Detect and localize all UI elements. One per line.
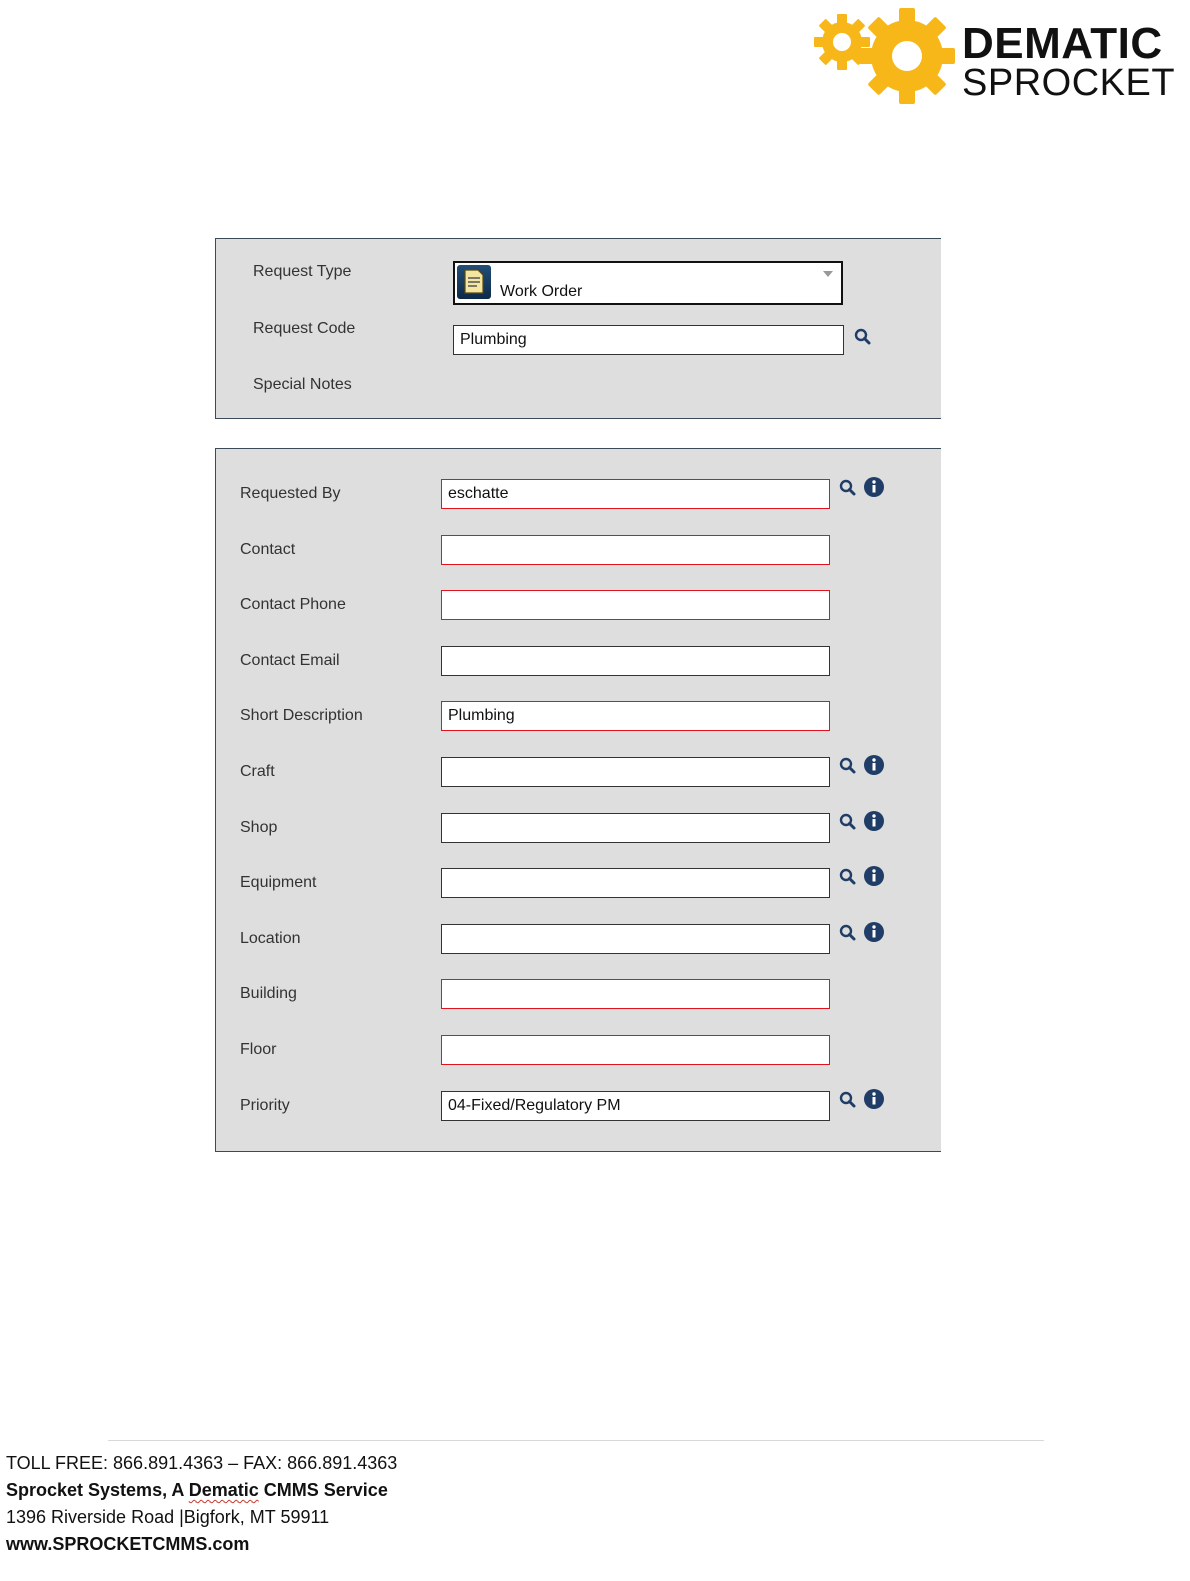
- logo-text-line1: DEMATIC: [962, 19, 1163, 68]
- footer: [6, 1450, 397, 1558]
- gears-icon: [812, 8, 962, 104]
- search-icon[interactable]: [853, 327, 873, 347]
- contact-email-input[interactable]: [441, 646, 830, 676]
- requested-by-label: Requested By: [240, 485, 341, 502]
- requested-by-input[interactable]: eschatte: [441, 479, 830, 509]
- request-code-label: Request Code: [253, 320, 356, 337]
- footer-company-prefix: Sprocket Systems, A: [6, 1480, 189, 1500]
- request-type-select[interactable]: [453, 261, 843, 305]
- request-type-label: Request Type: [253, 263, 352, 280]
- footer-company-brand: Dematic: [188, 1480, 259, 1500]
- footer-phone-line: TOLL FREE: 866.891.4363 – FAX: 866.891.4363: [6, 1453, 398, 1473]
- priority-input[interactable]: 04-Fixed/Regulatory PM: [441, 1091, 830, 1121]
- location-input[interactable]: [441, 924, 830, 954]
- contact-phone-input[interactable]: [441, 590, 830, 620]
- contact-input[interactable]: [441, 535, 830, 565]
- footer-company-line: [6, 1477, 397, 1504]
- info-icon[interactable]: [863, 865, 885, 887]
- info-icon[interactable]: [863, 1088, 885, 1110]
- request-code-input[interactable]: Plumbing: [453, 325, 844, 355]
- logo-text-line2: SPROCKET: [962, 62, 1176, 104]
- footer-website-link[interactable]: www.SPROCKETCMMS.com: [6, 1534, 250, 1554]
- info-icon[interactable]: [863, 921, 885, 943]
- dematic-sprocket-logo: [812, 8, 1182, 104]
- request-type-value: Work Order: [500, 283, 583, 300]
- contact-label: Contact: [240, 540, 296, 558]
- floor-label: Floor: [240, 1041, 277, 1058]
- footer-company-suffix: CMMS Service: [258, 1480, 388, 1500]
- contact-email-label: Contact Email: [240, 651, 340, 669]
- search-icon[interactable]: [838, 867, 858, 887]
- search-icon[interactable]: [838, 923, 858, 943]
- info-icon[interactable]: [863, 810, 885, 832]
- short-description-input[interactable]: Plumbing: [441, 701, 830, 731]
- request-type-panel: [215, 238, 941, 419]
- equipment-input[interactable]: [441, 868, 830, 898]
- location-label: Location: [240, 929, 301, 947]
- work-order-icon: [457, 265, 491, 299]
- footer-address-line: 1396 Riverside Road |Bigfork, MT 59911: [6, 1507, 330, 1527]
- chevron-down-icon[interactable]: [823, 271, 833, 277]
- search-icon[interactable]: [838, 812, 858, 832]
- contact-phone-label: Contact Phone: [240, 596, 346, 614]
- info-icon[interactable]: [863, 476, 885, 498]
- short-description-label: Short Description: [240, 707, 363, 725]
- floor-input[interactable]: [441, 1035, 830, 1065]
- special-notes-label: Special Notes: [253, 376, 352, 393]
- search-icon[interactable]: [838, 1090, 858, 1110]
- request-details-panel: [215, 448, 941, 1152]
- priority-label: Priority: [240, 1096, 290, 1114]
- equipment-label: Equipment: [240, 874, 317, 892]
- shop-label: Shop: [240, 818, 278, 836]
- craft-label: Craft: [240, 763, 275, 780]
- search-icon[interactable]: [838, 478, 858, 498]
- search-icon[interactable]: [838, 756, 858, 776]
- info-icon[interactable]: [863, 754, 885, 776]
- shop-input[interactable]: [441, 813, 830, 843]
- craft-input[interactable]: [441, 757, 830, 787]
- footer-divider: [108, 1440, 1044, 1441]
- building-label: Building: [240, 985, 297, 1003]
- building-input[interactable]: [441, 979, 830, 1009]
